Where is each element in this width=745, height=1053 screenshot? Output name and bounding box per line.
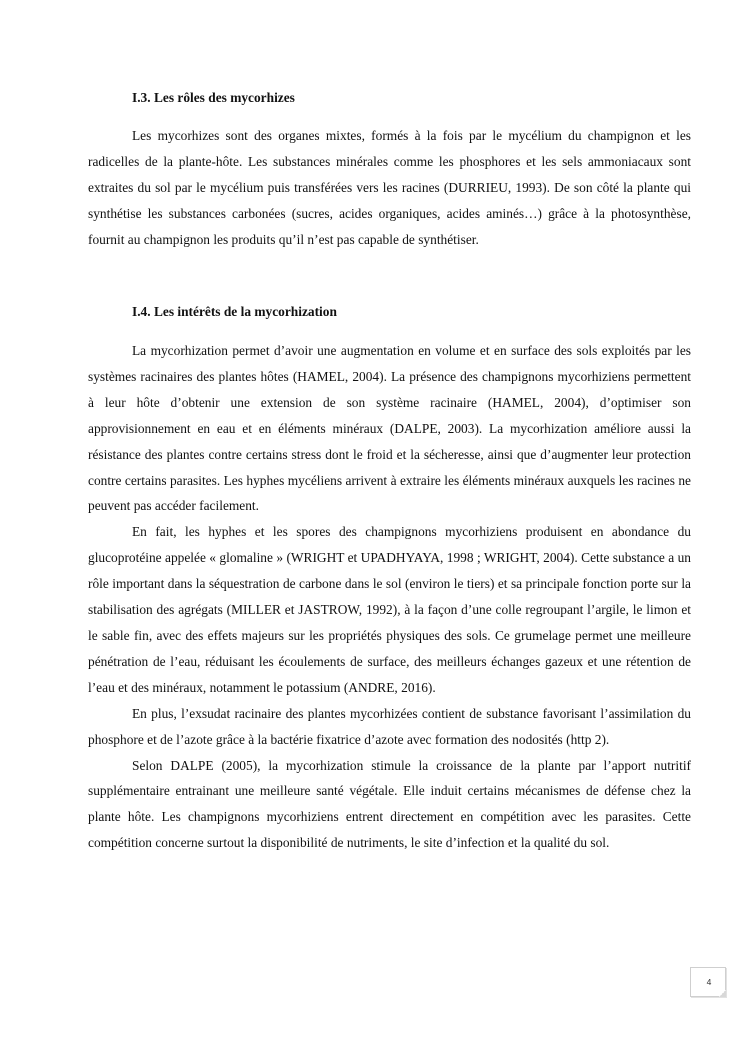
section-body-interets bbox=[88, 338, 691, 856]
paragraph: Les mycorhizes sont des organes mixtes, formés à la fois par le mycélium du champignon et les radicelles de la plante-hôte. Les substances minérales comme les phosphores et les sels ammoniacaux sont extraites du sol par le mycélium puis transférées vers les racines (DURRIEU, 1993). De son côté la plante qui synthétise les substances carbonées (sucres, acides organiques, acides aminés…) grâce à la photosynthèse, fournit au champignon les produits qu’il n’est pas capable de synthétiser. bbox=[88, 128, 691, 247]
paragraph: La mycorhization permet d’avoir une augmentation en volume et en surface des sols exploités par les systèmes racinaires des plantes hôtes (HAMEL, 2004). La présence des champignons mycorhiziens permettent à leur hôte d’obtenir une extension de son système racinaire (HAMEL, 2004), d’optimiser son approvisionnement en eau et en éléments minéraux (DALPE, 2003). La mycorhization améliore aussi la résistance des plantes contre certains stress dont le froid et la sécheresse, ainsi que d’augmenter leur protection contre certains parasites. Les hyphes mycéliens arrivent à extraire les éléments minéraux auxquels les racines ne peuvent pas accéder facilement. bbox=[88, 343, 691, 514]
paragraph: En fait, les hyphes et les spores des champignons mycorhiziens produisent en abondance du glucoprotéine appelée « glomaline » (WRIGHT et UPADHYAYA, 1998 ; WRIGHT, 2004). Cette substance a un rôle important dans la séquestration de carbone dans le sol (environ le tiers) et sa principale fonction porte sur la stabilisation des agrégats (MILLER et JASTROW, 1992), à la façon d’une colle regroupant l’argile, le limon et le sable fin, avec des effets majeurs sur les propriétés physiques des sols. Ce grumelage permet une meilleure pénétration de l’eau, réduisant les écoulements de surface, des meilleurs échanges gazeux et une rétention de l’eau et des minéraux, notamment le potassium (ANDRE, 2016). bbox=[88, 524, 691, 695]
paragraph: En plus, l’exsudat racinaire des plantes mycorhizées contient de substance favorisant l’assimilation du phosphore et de l’azote grâce à la bactérie fixatrice d’azote avec formation des nodosités (http 2). bbox=[88, 705, 691, 747]
page-number-box bbox=[690, 967, 726, 997]
page-number: 4 bbox=[706, 977, 712, 987]
section-body-roles bbox=[88, 123, 691, 253]
paragraph: Selon DALPE (2005), la mycorhization stimule la croissance de la plante par l’apport nutritif supplémentaire entrainant une meilleure santé végétale. Elle induit certains mécanismes de défense chez la plante hôte. Les champignons mycorhiziens entrent directement en compétition avec les parasites. Cette compétition concerne surtout la disponibilité de nutriments, le site d’infection et la qualité du sol. bbox=[88, 757, 691, 851]
section-heading-interets: I.4. Les intérêts de la mycorhization bbox=[132, 304, 337, 319]
section-heading-roles: I.3. Les rôles des mycorhizes bbox=[132, 90, 295, 105]
